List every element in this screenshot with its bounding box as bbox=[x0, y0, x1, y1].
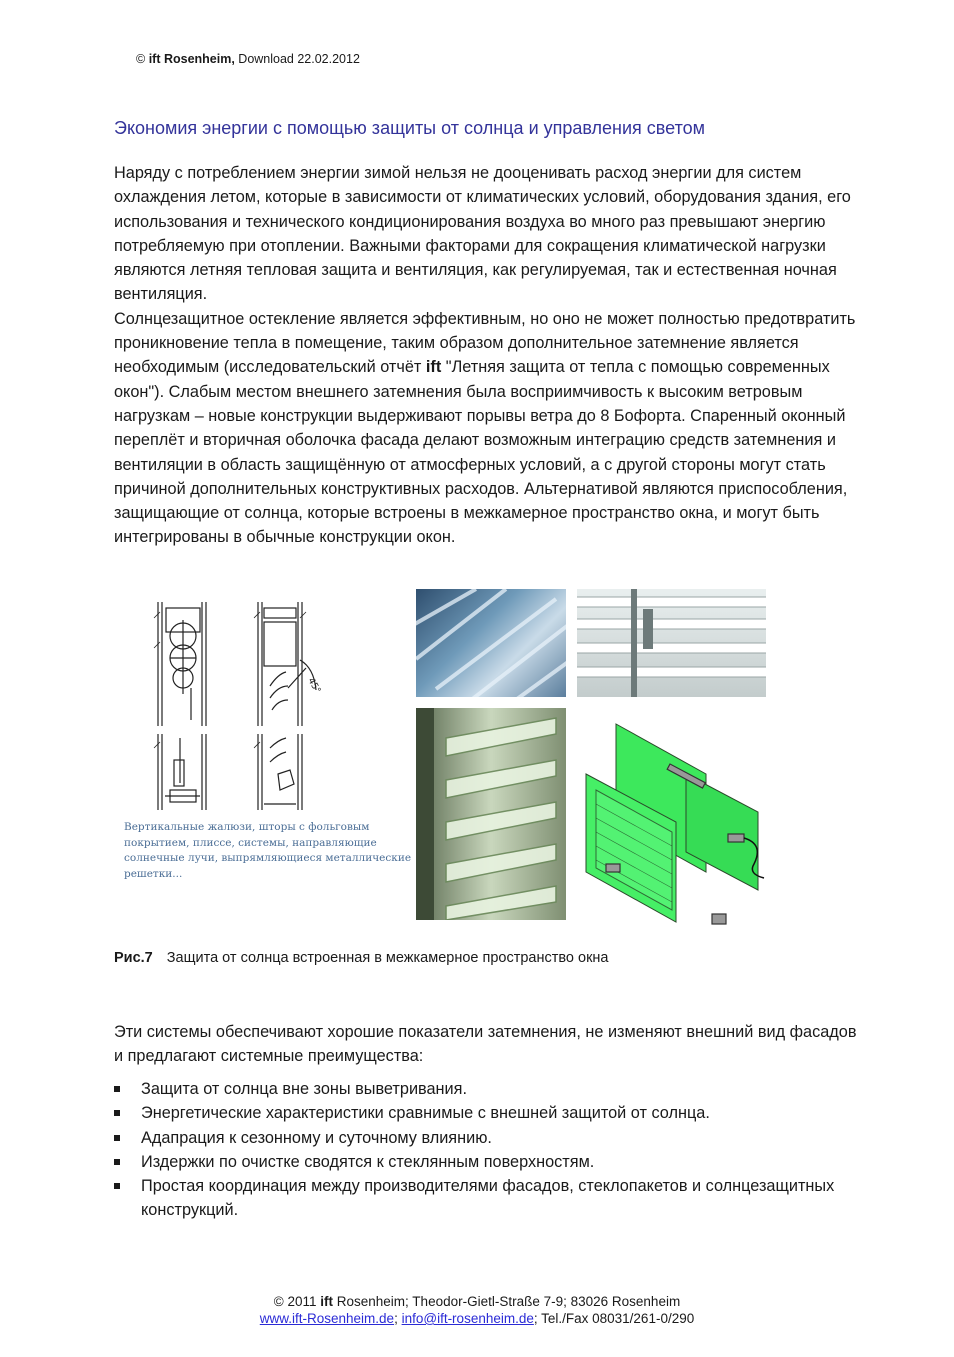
list-item bbox=[114, 1126, 854, 1150]
footer-separator: ; bbox=[394, 1311, 402, 1326]
list-item-text: Издержки по очистке сводятся к стеклянным поверхностям. bbox=[141, 1152, 595, 1171]
figure-caption bbox=[114, 950, 609, 966]
list-item bbox=[114, 1150, 854, 1174]
figure-caption-label: Рис.7 bbox=[114, 950, 153, 966]
list-item bbox=[114, 1174, 854, 1223]
cross-section-drawings bbox=[150, 598, 330, 820]
footer-ift: ift bbox=[320, 1294, 334, 1309]
list-item-text: Защита от солнца вне зоны выветривания. bbox=[141, 1080, 467, 1098]
photo-lamellas-blue bbox=[416, 589, 566, 697]
photo-horizontal-louvers bbox=[577, 589, 766, 697]
list-item-text: Простая координация между производителями фасадов, стеклопакетов и солнцезащитных конструкций. bbox=[141, 1177, 835, 1220]
bullet-icon bbox=[114, 1135, 120, 1141]
footer-copyright: © 2011 bbox=[273, 1294, 321, 1309]
body-text-bottom bbox=[114, 1020, 864, 1069]
paragraph-2 bbox=[114, 307, 864, 550]
body-text-top bbox=[114, 161, 864, 550]
footer-address: Rosenheim; Theodor-Gietl-Straße 7-9; 83026 Rosenheim bbox=[333, 1294, 681, 1309]
figure-note: Вертикальные жалюзи, шторы с фольговым покрытием, плиссе, системы, направляющие солнечные лучи, выпрямляющиеся металлические решетки... bbox=[124, 821, 412, 880]
green-slats-pattern-icon bbox=[416, 708, 566, 920]
list-item-text: Энергетические характеристики сравнимые с внешней защитой от солнца. bbox=[141, 1104, 710, 1123]
paragraph-1: Наряду с потреблением энергии зимой нельзя не дооценивать расход энергии для систем охлаждения летом, которые в зависимости от климатических условий, оборудования здания, его использования и технического кондиционирования воздуха во много раз превышают энергию потребляемую при отоплении. Важными факторами для сокращения климатической нагрузки являются летняя тепловая защита и вентиляция, как регулируемая, так и естественная ночная вентиляция. bbox=[114, 164, 851, 304]
lamellas-pattern-icon bbox=[416, 589, 566, 697]
section-title: Экономия энергии с помощью защиты от солнца и управления светом bbox=[114, 118, 705, 138]
exploded-assembly-drawing bbox=[576, 714, 774, 928]
list-item bbox=[114, 1077, 854, 1101]
footer-line-1 bbox=[0, 1294, 954, 1309]
paragraph-2-part-2: "Летняя защита от тепла с помощью современных окон"). Слабым местом внешнего затемнения была восприимчивость к высоким ветровым нагрузкам – новые конструкции выдерживают порывы ветра до 8 Бофорта. Спаренный оконный переплёт и вторичная оболочка фасада делают возможным интеграцию средств затемнения и вентиляции в область защищённую от атмосферных условий, а с другой стороны могут стать причиной дополнительных конструктивных расходов. Альтернативой являются приспособления, защищающие от солнца, которые встроены в межкамерное пространство окна, и могут быть интегрированы в обычные конструкции окон. bbox=[114, 358, 848, 547]
figure-caption-text: Защита от солнца встроенная в межкамерное пространство окна bbox=[166, 950, 609, 966]
paragraph-2-ift: ift bbox=[425, 358, 442, 377]
advantages-list bbox=[114, 1077, 854, 1223]
footer-website-link[interactable]: www.ift-Rosenheim.de bbox=[259, 1311, 395, 1326]
louvers-pattern-icon bbox=[577, 589, 766, 697]
bullet-icon bbox=[114, 1110, 120, 1116]
list-item-text: Адапрация к сезонному и суточному влиянию. bbox=[141, 1128, 492, 1147]
bullet-icon bbox=[114, 1159, 120, 1165]
header-download: Download 22.02.2012 bbox=[234, 52, 360, 66]
paragraph-3: Эти системы обеспечивают хорошие показатели затемнения, не изменяют внешний вид фасадов и предлагают системные преимущества: bbox=[114, 1023, 857, 1066]
footer-phone: ; Tel./Fax 08031/261-0/290 bbox=[533, 1311, 695, 1326]
angle-label: 45° bbox=[305, 676, 323, 696]
footer-line-2 bbox=[0, 1311, 954, 1326]
footer-email-link[interactable]: info@ift-rosenheim.de bbox=[401, 1311, 534, 1326]
list-item bbox=[114, 1101, 854, 1125]
bullet-icon bbox=[114, 1183, 120, 1189]
paragraph-2-part-1: Солнцезащитное остекление является эффективным, но оно не может полностью предотвратить проникновение тепла в помещение, таким образом дополнительное затемнение является необходимым (исследовательский отчёт bbox=[114, 309, 856, 377]
bullet-icon bbox=[114, 1086, 120, 1092]
photo-green-slats bbox=[416, 708, 566, 920]
header-org: ift Rosenheim, bbox=[148, 52, 235, 66]
page-header bbox=[136, 52, 360, 66]
header-copyright: © bbox=[136, 52, 149, 66]
